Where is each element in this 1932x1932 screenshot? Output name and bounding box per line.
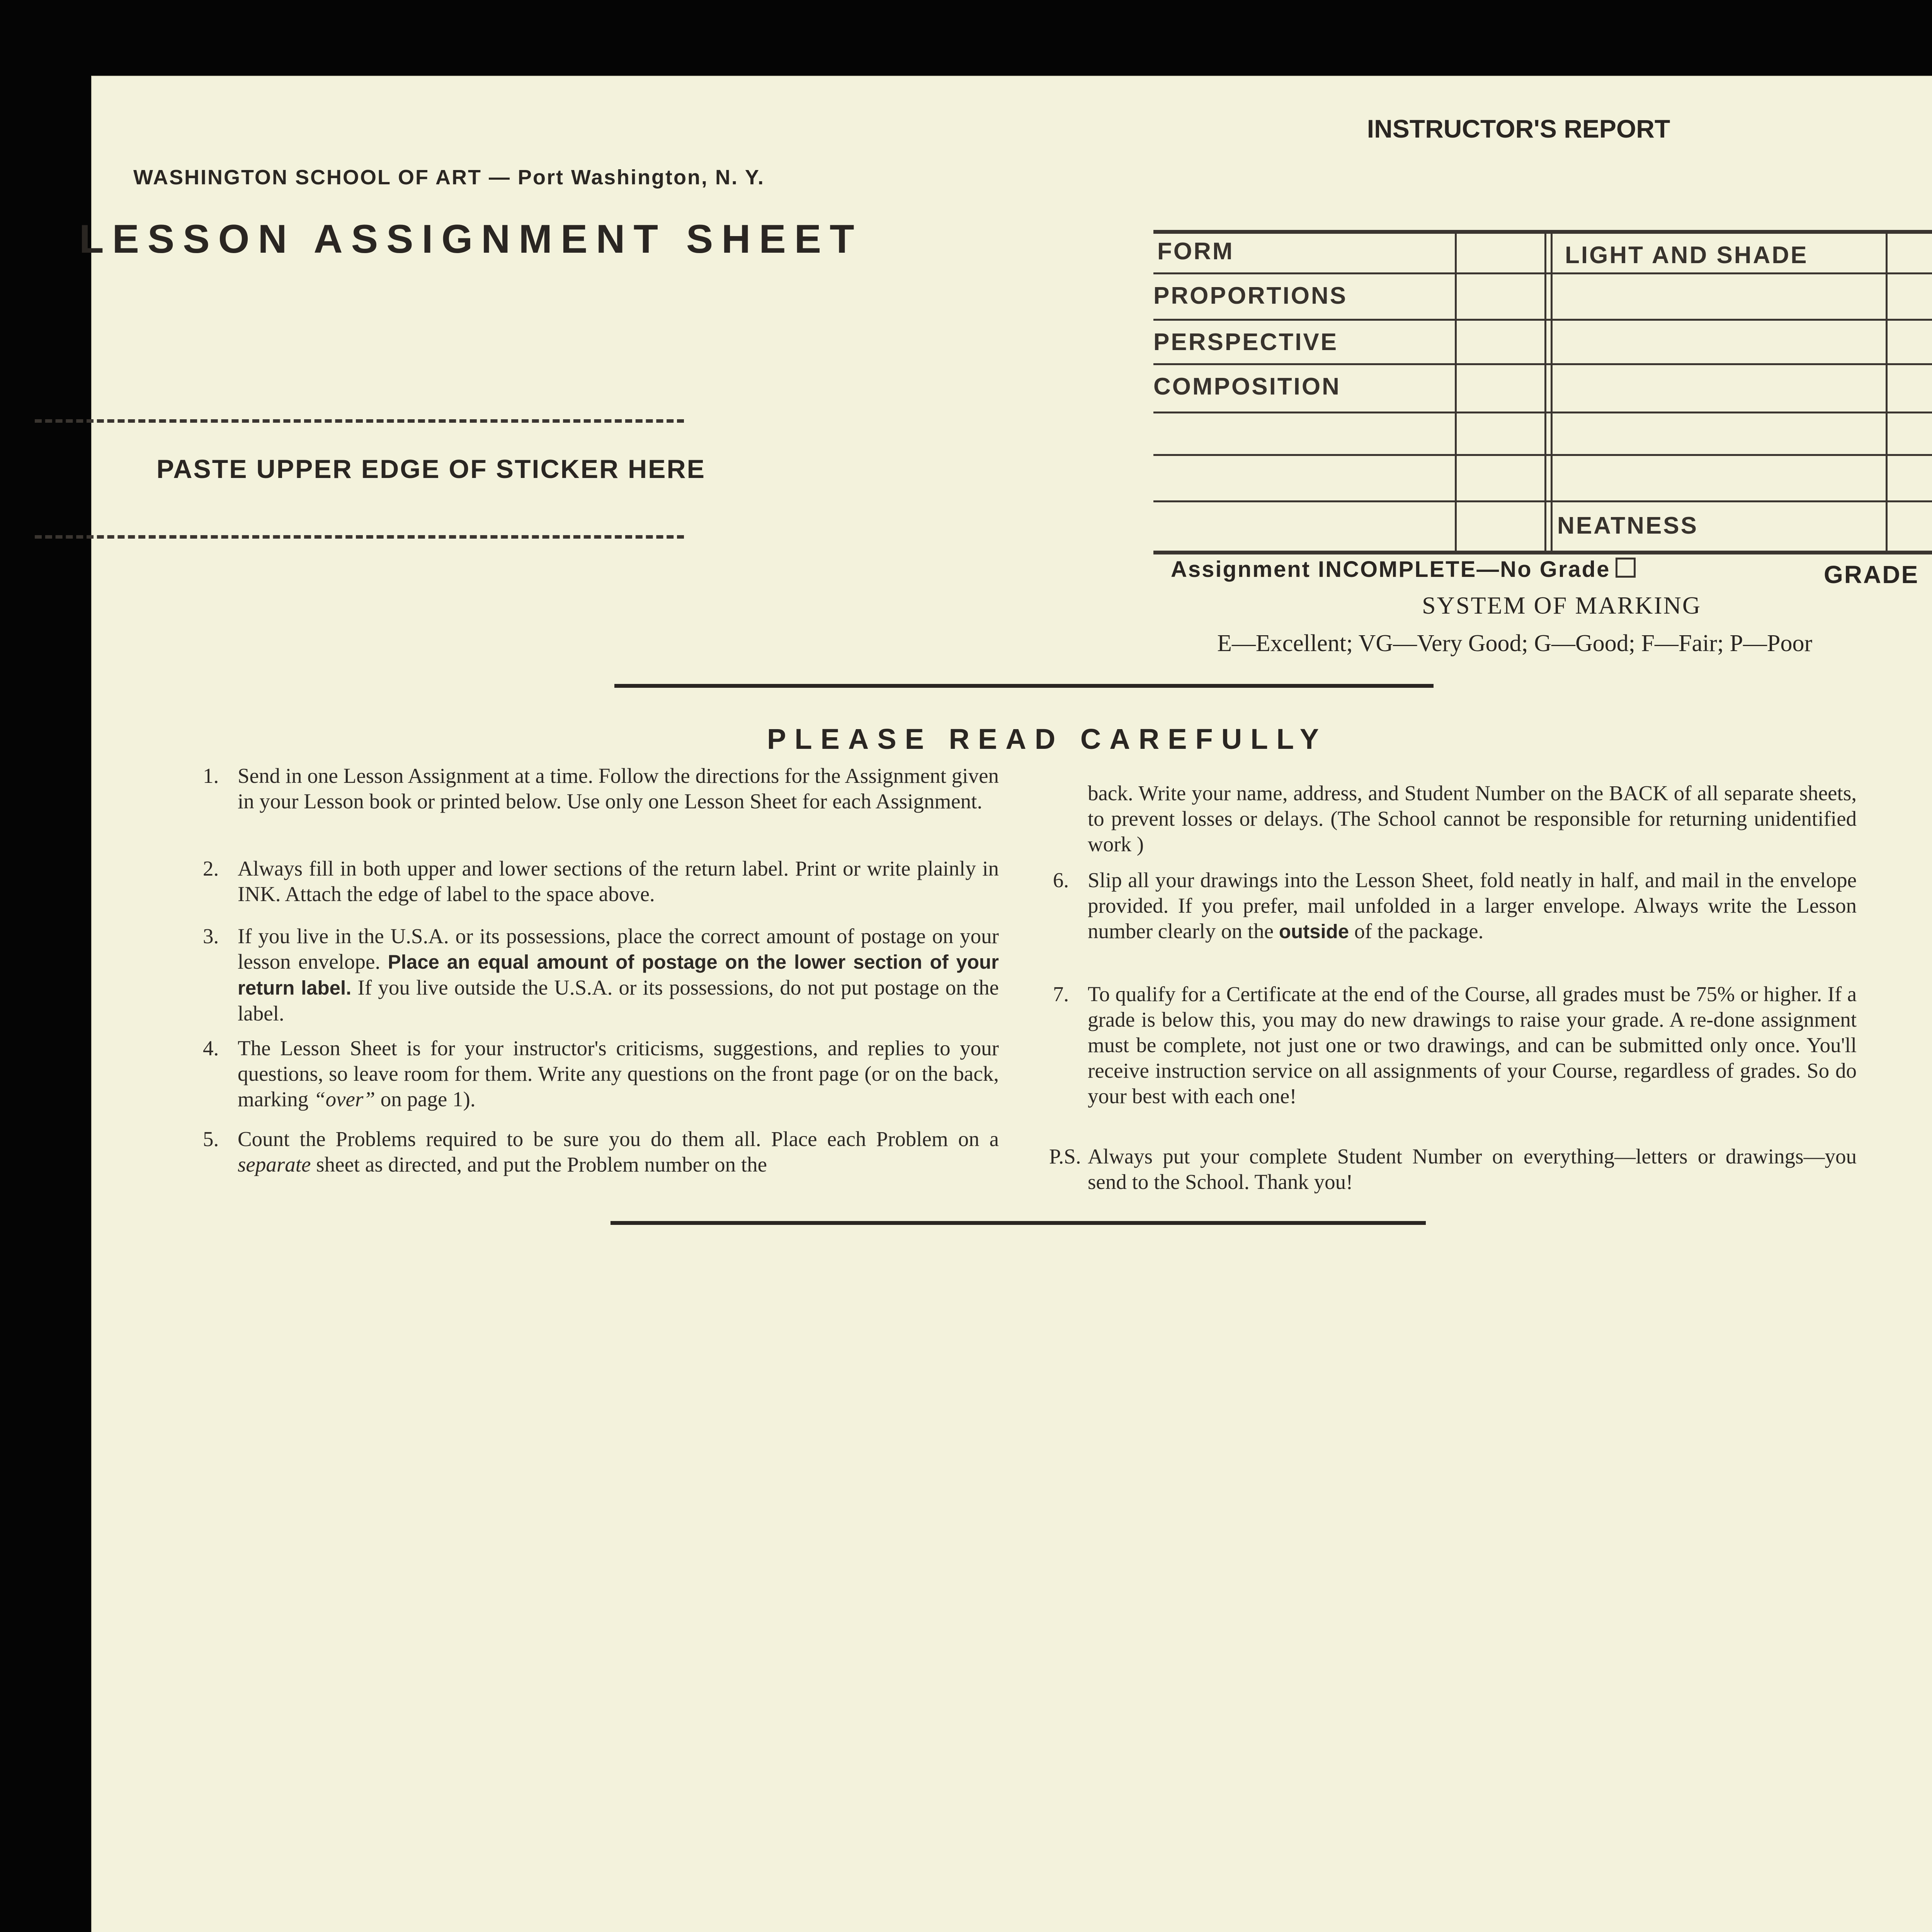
marking-key: E—Excellent; VG—Very Good; G—Good; F—Fair; P—Poor bbox=[1217, 630, 1813, 656]
instruction-item bbox=[203, 923, 999, 1026]
item-text-italic: “over” bbox=[314, 1087, 375, 1111]
item-text bbox=[238, 923, 999, 1026]
item-text-part: If you live outside the U.S.A. or its possessions, do not put postage on the label. bbox=[238, 976, 999, 1025]
table-row-line bbox=[1153, 319, 1932, 321]
report-title: INSTRUCTOR'S REPORT bbox=[1367, 114, 1670, 143]
item-number: 3. bbox=[203, 924, 219, 948]
item-text-bold: outside bbox=[1279, 920, 1349, 942]
label-neatness: NEATNESS bbox=[1557, 512, 1699, 539]
table-column-line bbox=[1544, 230, 1546, 554]
table-bottom-rule bbox=[1153, 551, 1932, 554]
table-row-line bbox=[1153, 454, 1932, 456]
instruction-item-ps bbox=[1049, 1144, 1857, 1195]
table-row-line bbox=[1153, 500, 1932, 502]
item-text: back. Write your name, address, and Student Number on the BACK of all separate sheets, to prevent losses or delays. (The School cannot be responsible for returning unidentified work ) bbox=[1088, 781, 1857, 856]
item-text-part: The Lesson Sheet is for your instructor's criticisms, suggestions, and replies to your questions, so leave room for them. Write any questions on the front page (or on the back, marking bbox=[238, 1036, 999, 1111]
item-text-part: Count the Problems required to be sure you do them all. Place each Problem on a bbox=[238, 1127, 999, 1151]
instruction-item bbox=[203, 763, 999, 814]
item-text-part: sheet as directed, and put the Problem number on the bbox=[316, 1153, 767, 1176]
item-text: To qualify for a Certificate at the end of the Course, all grades must be 75% or higher. If a grade is below this, you may do new drawings to raise your grade. A re-done assignment must be complete, not just one or two drawings, and can be submitted only once. You'll receive instruction service on all assignments of your Course, regardless of grades. So do your best with each one! bbox=[1088, 982, 1857, 1108]
item-text bbox=[238, 1126, 999, 1177]
label-proportions: PROPORTIONS bbox=[1153, 282, 1348, 309]
item-number: 2. bbox=[203, 857, 219, 880]
instruction-item bbox=[203, 856, 999, 907]
table-column-line bbox=[1886, 230, 1888, 554]
divider-top bbox=[614, 684, 1434, 688]
table-row-line bbox=[1153, 363, 1932, 365]
incomplete-label: Assignment INCOMPLETE—No Grade bbox=[1171, 557, 1611, 582]
item-text-part: on page 1). bbox=[380, 1087, 476, 1111]
item-text bbox=[238, 1036, 999, 1112]
table-column-line bbox=[1551, 230, 1553, 554]
table-top-rule bbox=[1153, 230, 1932, 234]
item-text-italic: separate bbox=[238, 1153, 311, 1176]
item-text-bold: Place an equal amount of postage on the lower section of your return label. bbox=[238, 951, 999, 999]
instruction-item bbox=[203, 1036, 999, 1112]
grade-label: GRADE bbox=[1824, 561, 1919, 588]
table-row-line bbox=[1153, 272, 1932, 274]
item-number: P.S. bbox=[1049, 1145, 1081, 1168]
paste-sticker-label: PASTE UPPER EDGE OF STICKER HERE bbox=[156, 454, 706, 484]
system-of-marking: SYSTEM OF MARKING bbox=[1422, 592, 1702, 619]
incomplete-line bbox=[1171, 556, 1866, 582]
dashed-line-top bbox=[35, 419, 684, 423]
divider-bottom bbox=[611, 1221, 1426, 1225]
item-text bbox=[1088, 867, 1857, 944]
label-composition: COMPOSITION bbox=[1153, 373, 1341, 400]
instructions-title: PLEASE READ CAREFULLY bbox=[767, 723, 1328, 755]
instruction-item bbox=[1053, 981, 1857, 1109]
instructor-report-table bbox=[1153, 230, 1932, 554]
item-number: 4. bbox=[203, 1036, 219, 1060]
label-form: FORM bbox=[1157, 238, 1234, 265]
item-number: 5. bbox=[203, 1127, 219, 1151]
item-text-part: If you live in the U.S.A. or its possessions, place the correct amount of postage on your lesson envelope. bbox=[238, 924, 999, 973]
dashed-line-bottom bbox=[35, 535, 684, 539]
item-number: 1. bbox=[203, 764, 219, 787]
item-number: 6. bbox=[1053, 868, 1069, 892]
label-perspective: PERSPECTIVE bbox=[1153, 329, 1338, 355]
item-number: 7. bbox=[1053, 982, 1069, 1006]
instruction-item bbox=[203, 1126, 999, 1177]
no-grade-checkbox[interactable] bbox=[1616, 558, 1636, 578]
item-text-part: of the package. bbox=[1354, 919, 1484, 943]
item-text: Always fill in both upper and lower sections of the return label. Print or write plainly in INK. Attach the edge of label to the space above. bbox=[238, 857, 999, 906]
instruction-item bbox=[1053, 867, 1857, 944]
item-text-part: Slip all your drawings into the Lesson Sheet, fold neatly in half, and mail in the envelope provided. If you prefer, mail unfolded in a larger envelope. Always write the Lesson number clearly on the bbox=[1088, 868, 1857, 943]
instruction-item-continued bbox=[1053, 781, 1857, 857]
table-column-line bbox=[1455, 230, 1457, 554]
table-row-line bbox=[1153, 412, 1932, 413]
item-text: Always put your complete Student Number on everything—letters or drawings—you send to the School. Thank you! bbox=[1088, 1145, 1857, 1194]
school-name: WASHINGTON SCHOOL OF ART — Port Washington, N. Y. bbox=[133, 166, 765, 189]
item-text: Send in one Lesson Assignment at a time. Follow the directions for the Assignment given in your Lesson book or printed below. Use only one Lesson Sheet for each Assignment. bbox=[238, 764, 999, 813]
label-light-and-shade: LIGHT AND SHADE bbox=[1565, 242, 1808, 269]
page-title: LESSON ASSIGNMENT SHEET bbox=[79, 217, 863, 262]
